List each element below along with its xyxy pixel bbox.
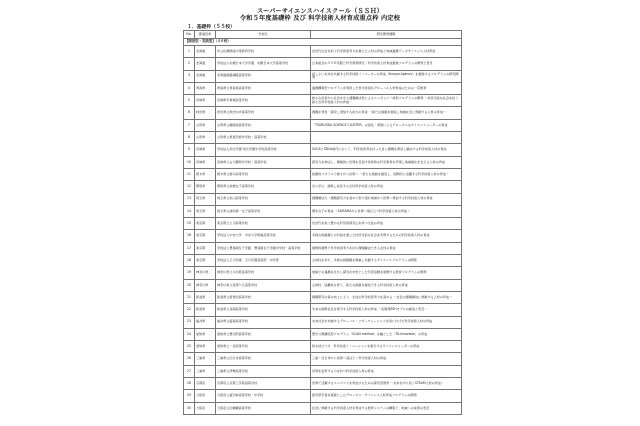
- row-research-theme: 未来の国際社会を牽引する科学技術人材の育成 ～長岡発SSHモデルの創造と普及～: [311, 304, 462, 316]
- row-prefecture: 大阪府: [195, 390, 216, 402]
- row-number: 4: [184, 82, 195, 94]
- table-row: [184, 58, 462, 70]
- row-prefecture: 愛知県: [195, 328, 216, 340]
- column-header-prefecture: 都道府県: [195, 31, 216, 39]
- row-research-theme: VUCAとSDGs時代において、科学的思考を持った自ら課題を発見し解決する科学技術人材の育成: [311, 144, 462, 156]
- row-number: 25: [184, 341, 195, 353]
- row-prefecture: 群馬県: [195, 181, 216, 193]
- table-row: [184, 291, 462, 303]
- row-number: 5: [184, 95, 195, 107]
- column-header-theme: 研究開発課題: [311, 31, 462, 39]
- row-number: 24: [184, 328, 195, 340]
- row-research-theme: 次世代を担う豊かな科学的探究心を持つ生徒の育成: [311, 218, 462, 230]
- row-prefecture: 新潟県: [195, 291, 216, 303]
- row-school-name: 三重県立伊勢高等学校: [216, 365, 311, 377]
- row-research-theme: 自ら学び、挑戦し成長する女性科学技術人材の育成: [311, 181, 462, 193]
- row-number: 10: [184, 156, 195, 168]
- row-school-name: 栃木県立栃木高等学校: [216, 168, 311, 180]
- row-number: 14: [184, 205, 195, 217]
- row-research-theme: 社会に貢献する科学技術人材を育成する教育システムの構築と、地域への成果の普及: [311, 402, 462, 414]
- row-prefecture: 神奈川県: [195, 267, 216, 279]
- row-number: 20: [184, 279, 195, 291]
- row-prefecture: 青森県: [195, 82, 216, 94]
- table-row: [184, 353, 462, 365]
- table-row: [184, 390, 462, 402]
- row-school-name: 新潟県立長岡高等学校: [216, 304, 311, 316]
- row-school-name: 大阪府立富田林高等学校・中学校: [216, 390, 311, 402]
- row-research-theme: 地域との連携を生かし探究を中核とした学習活動を展開する教育プログラムの開発: [311, 267, 462, 279]
- row-research-theme: 試しよい未来を共創する科学技術イノベーターの育成（Kuroyo Agency）を推進するプログラムの研究開発: [311, 70, 462, 82]
- row-school-name: 愛知県立一宮高等学校: [216, 341, 311, 353]
- row-research-theme: 豊学公開講座型プログラム「SCAN method」を軸とした「TK-Innovator」の育成: [311, 328, 462, 340]
- row-school-name: 学校法人豊島岡女子学園 豊島岡女子学園中学校・高等学校: [216, 242, 311, 254]
- row-number: 17: [184, 242, 195, 254]
- row-school-name: 学校法人玉川学園 玉川学園高等部・中学部: [216, 255, 311, 267]
- row-prefecture: 京都府: [195, 378, 216, 390]
- row-school-name: 愛知県立豊田西高等学校: [216, 328, 311, 340]
- table-header-row: [184, 31, 462, 39]
- row-prefecture: 宮城県: [195, 95, 216, 107]
- row-research-theme: 知を結びつけ、科学技術イノベーションを牽引するサイエンスリーダーの育成: [311, 341, 462, 353]
- row-prefecture: 神奈川県: [195, 279, 216, 291]
- table-row: [184, 316, 462, 328]
- category-label: 【開発型・実践型】（４６校）: [184, 39, 462, 46]
- row-school-name: 神奈川県立小田原高等学校: [216, 267, 311, 279]
- school-table: [183, 30, 462, 415]
- row-prefecture: 東京都: [195, 255, 216, 267]
- row-number: 2: [184, 58, 195, 70]
- row-prefecture: 北海道: [195, 58, 216, 70]
- row-number: 22: [184, 304, 195, 316]
- row-prefecture: 三重県: [195, 365, 216, 377]
- table-row: [184, 107, 462, 119]
- row-school-name: 学校法人尚志学園 尚志学園中学校高等学校: [216, 144, 311, 156]
- row-research-theme: 「TSURUOKA SCIENCE CLUSTER」の深化・発展によるグローカルなサイエンスリーダーの育成: [311, 119, 462, 131]
- table-row: [184, 119, 462, 131]
- row-school-name: 埼玉県立浦和第一女子高等学校: [216, 205, 311, 217]
- row-prefecture: 東京都: [195, 242, 216, 254]
- row-school-name: 東京都立立川高等学校: [216, 218, 311, 230]
- row-number: 8: [184, 132, 195, 144]
- row-school-name: 学校法人中央大学 中央大学附属高等学校: [216, 230, 311, 242]
- row-number: 13: [184, 193, 195, 205]
- row-research-theme: 次世代社会を担う科学的思考力を備えた人材の育成と地域連携データサイエンス人材育成: [311, 46, 462, 58]
- table-row: [184, 70, 462, 82]
- row-research-theme: 様々な災害から社会を守る課題解決型によるエンゼリン一体型プログラムの開発 ～持続可能な社会を担う新たな科学技術人材の育成～: [311, 95, 462, 107]
- row-school-name: 京都府立京都工学院高等学校: [216, 378, 311, 390]
- table-row: [184, 255, 462, 267]
- row-number: 26: [184, 353, 195, 365]
- row-number: 11: [184, 168, 195, 180]
- row-prefecture: 埼玉県: [195, 205, 216, 217]
- row-research-theme: 世界で活躍するエンジニアを育成するための探究型教育 ～未来を切り拓くSTEAM人材の育成～: [311, 378, 462, 390]
- row-research-theme: 連携構築型プログラムを利用した科学技術系グローバル人材育成のための一貫教育: [311, 82, 462, 94]
- table-row: [184, 378, 462, 390]
- row-school-name: 秋田県立秋田中央高等学校: [216, 107, 311, 119]
- row-number: 3: [184, 70, 195, 82]
- table-row: [184, 193, 462, 205]
- row-prefecture: 三重県: [195, 353, 216, 365]
- row-research-theme: [311, 132, 462, 144]
- row-prefecture: 山形県: [195, 119, 216, 131]
- column-header-school: 学校名: [216, 31, 311, 39]
- row-research-theme: 日本最北のＳＳＨ実践と科学教育研究・科学技術人材育成推進プログラムの開発と普及: [311, 58, 462, 70]
- row-number: 29: [184, 390, 195, 402]
- row-research-theme: 多様な価値観との対話を通じた持続可能な社会を実現するための科学技術人材の育成: [311, 230, 462, 242]
- table-row: [184, 267, 462, 279]
- row-school-name: 新潟県立新発田高等学校: [216, 291, 311, 303]
- row-number: 15: [184, 218, 195, 230]
- row-research-theme: 主体性・協働性を育て、新たな価値を創造できる科学技術人材の育成: [311, 279, 462, 291]
- column-header-no: No.: [184, 31, 195, 39]
- row-research-theme: 国際的視野と科学的思考力を持ち課題解決できる女性の育成: [311, 242, 462, 254]
- row-number: 19: [184, 267, 195, 279]
- row-school-name: 青森県立青森東高等学校: [216, 82, 311, 94]
- row-prefecture: 秋田県: [195, 107, 216, 119]
- table-row: [184, 402, 462, 414]
- row-research-theme: 探究型学習を基盤としたグローカル・サイエンス人材育成プログラムの開発: [311, 390, 462, 402]
- row-number: 7: [184, 119, 195, 131]
- row-research-theme: 能動的スタイルで様々から世界へ ～新たな価値を創造し、国際的に活躍する科学技術人材の育成～: [311, 168, 462, 180]
- table-row: [184, 218, 462, 230]
- row-school-name: 福井県立藤島高等学校: [216, 316, 311, 328]
- row-number: 27: [184, 365, 195, 377]
- row-research-theme: 未来社会を共創するグローバル・リサーチャーシップを身に付けた科学技術人材の育成: [311, 316, 462, 328]
- row-prefecture: 新潟県: [195, 304, 216, 316]
- table-row: [184, 82, 462, 94]
- row-number: 30: [184, 402, 195, 414]
- row-number: 9: [184, 144, 195, 156]
- row-prefecture: 大阪府: [195, 402, 216, 414]
- row-school-name: 神奈川県立希望ケ丘高等学校: [216, 279, 311, 291]
- row-research-theme: 理系女子の育成 ～SAITAMAから世界へ飛び立つ科学技術人材の育成～: [311, 205, 462, 217]
- table-row: [184, 181, 462, 193]
- table-row: [184, 242, 462, 254]
- row-number: 12: [184, 181, 195, 193]
- row-school-name: 山形県立東桜学館中学校・高等学校: [216, 132, 311, 144]
- row-number: 21: [184, 291, 195, 303]
- row-prefecture: 埼玉県: [195, 193, 216, 205]
- row-prefecture: 東京都: [195, 218, 216, 230]
- row-school-name: 埼玉県立松山高等学校: [216, 193, 311, 205]
- row-school-name: 山形県立鶴岡南高等学校: [216, 119, 311, 131]
- table-row: [184, 365, 462, 377]
- row-prefecture: 宮城県: [195, 144, 216, 156]
- table-row: [184, 156, 462, 168]
- row-research-theme: 三重・四日市から世界へ羽ばたく科学技術人材の育成: [311, 353, 462, 365]
- row-research-theme: 課題研究の質の向上により、生徒の科学的思考力を高める ～社会の課題解決に貢献する人材の育成～: [311, 291, 462, 303]
- table-row: [184, 95, 462, 107]
- row-research-theme: 課題を発見・探究し発信する能力の育成 ～新たな価値を創造し地域社会に貢献する人材の育成～: [311, 107, 462, 119]
- row-prefecture: 山形県: [195, 132, 216, 144]
- row-school-name: 大阪府立四條畷高等学校: [216, 402, 311, 414]
- table-row: [184, 168, 462, 180]
- row-number: 28: [184, 378, 195, 390]
- row-number: 6: [184, 107, 195, 119]
- row-school-name: 宮城県多賀城高等学校: [216, 95, 311, 107]
- category-row: [184, 39, 462, 46]
- table-row: [184, 144, 462, 156]
- table-row: [184, 46, 462, 58]
- table-row: [184, 205, 462, 217]
- table-row: [184, 230, 462, 242]
- row-number: 23: [184, 316, 195, 328]
- row-research-theme: 探究力を伸ばし、積極的に世界を目指す世界的な科学教育を実現し地域創生を支える人材の育成: [311, 156, 462, 168]
- row-school-name: 学校法人札幌日本大学学園 札幌日本大学高等学校: [216, 58, 311, 70]
- row-school-name: 宮城県立古川黎明中学校・高等学校: [216, 156, 311, 168]
- row-school-name: 北海道釧路湖陵高等学校: [216, 70, 311, 82]
- row-prefecture: 宮城県: [195, 156, 216, 168]
- row-prefecture: 栃木県: [195, 168, 216, 180]
- row-school-name: 市立札幌開成中等教育学校: [216, 46, 311, 58]
- table-row: [184, 341, 462, 353]
- row-number: 16: [184, 230, 195, 242]
- row-prefecture: 福井県: [195, 316, 216, 328]
- table-row: [184, 304, 462, 316]
- row-prefecture: 東京都: [195, 230, 216, 242]
- row-school-name: 群馬県立前橋女子高等学校: [216, 181, 311, 193]
- section-heading: １．基礎枠（５５校）: [187, 25, 235, 30]
- row-research-theme: 世界を変革する力を持つ科学技術人材の育成: [311, 365, 462, 377]
- document-title: スーパーサイエンスハイスクール（ＳＳＨ）: [256, 8, 384, 15]
- row-prefecture: 愛知県: [195, 341, 216, 353]
- document-subtitle: 令和５年度基礎枠 及び 科学技術人材育成重点枠 内定校: [239, 15, 401, 22]
- row-prefecture: 北海道: [195, 70, 216, 82]
- table-row: [184, 132, 462, 144]
- row-number: 18: [184, 255, 195, 267]
- table-row: [184, 328, 462, 340]
- table-row: [184, 279, 462, 291]
- row-school-name: 三重県立四日市高等学校: [216, 353, 311, 365]
- row-research-theme: 課題解決力・課題探究力を高めて取り組む地域から世界へ発信する科学技術人材の育成: [311, 193, 462, 205]
- row-research-theme: 主体性を持ち、多様な価値観を尊重し共創するサイエンスプログラムの開発: [311, 255, 462, 267]
- row-prefecture: 北海道: [195, 46, 216, 58]
- row-number: 1: [184, 46, 195, 58]
